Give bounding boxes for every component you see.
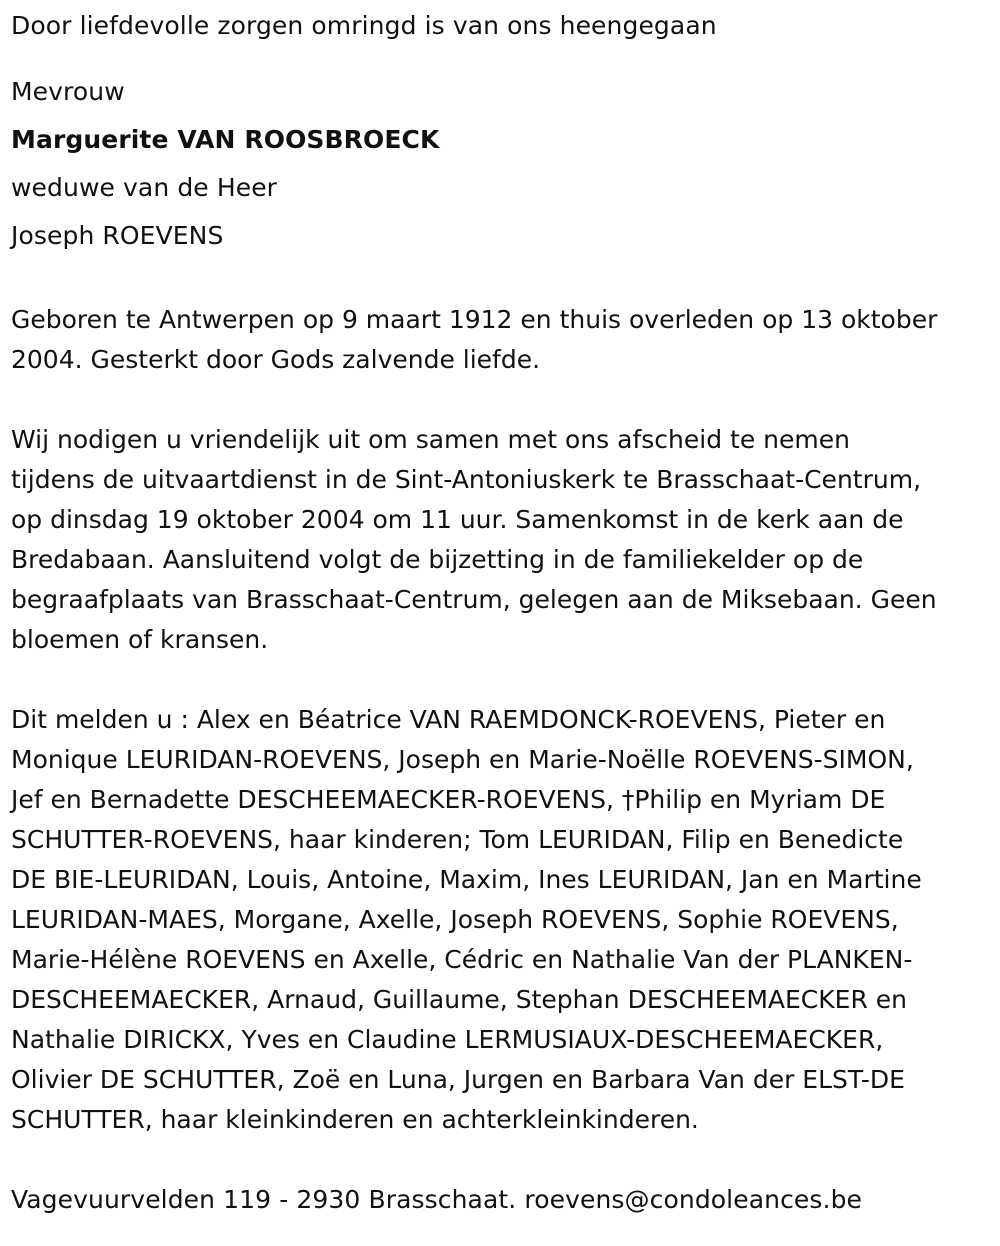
- paragraph-line: Nathalie DIRICKX, Yves en Claudine LERMUSIAUX-DESCHEEMAECKER,: [11, 1025, 884, 1054]
- contact-line: Vagevuurvelden 119 - 2930 Brasschaat. roevens@condoleances.be: [11, 1185, 863, 1214]
- deceased-name: Marguerite VAN ROOSBROECK: [11, 125, 440, 154]
- invitation-paragraph: [11, 420, 991, 660]
- paragraph-line: SCHUTTER-ROEVENS, haar kinderen; Tom LEURIDAN, Filip en Benedicte: [11, 825, 904, 854]
- paragraph-line: DESCHEEMAECKER, Arnaud, Guillaume, Stephan DESCHEEMAECKER en: [11, 985, 907, 1014]
- paragraph-line: Marie-Hélène ROEVENS en Axelle, Cédric en Nathalie Van der PLANKEN-: [11, 945, 913, 974]
- paragraph-line: Olivier DE SCHUTTER, Zoë en Luna, Jurgen en Barbara Van der ELST-DE: [11, 1065, 905, 1094]
- birth-death-paragraph: [11, 300, 991, 380]
- paragraph-line: Jef en Bernadette DESCHEEMAECKER-ROEVENS, †Philip en Myriam DE: [11, 785, 886, 814]
- paragraph-line: op dinsdag 19 oktober 2004 om 11 uur. Samenkomst in de kerk aan de: [11, 505, 904, 534]
- obituary-notice: [11, 6, 991, 1220]
- paragraph-line: SCHUTTER, haar kleinkinderen en achterkleinkinderen.: [11, 1105, 699, 1134]
- opening-line: Door liefdevolle zorgen omringd is van ons heengegaan: [11, 11, 717, 40]
- deceased-relation: weduwe van de Heer: [11, 173, 278, 202]
- family-paragraph: [11, 700, 991, 1140]
- paragraph-line: Monique LEURIDAN-ROEVENS, Joseph en Marie-Noëlle ROEVENS-SIMON,: [11, 745, 914, 774]
- paragraph-line: begraafplaats van Brasschaat-Centrum, gelegen aan de Miksebaan. Geen: [11, 585, 937, 614]
- paragraph-line: tijdens de uitvaartdienst in de Sint-Antoniuskerk te Brasschaat-Centrum,: [11, 465, 922, 494]
- paragraph-line: DE BIE-LEURIDAN, Louis, Antoine, Maxim, Ines LEURIDAN, Jan en Martine: [11, 865, 922, 894]
- deceased-spouse: Joseph ROEVENS: [11, 221, 224, 250]
- deceased-title: Mevrouw: [11, 77, 125, 106]
- deceased-block: [11, 68, 991, 260]
- paragraph-line: Geboren te Antwerpen op 9 maart 1912 en thuis overleden op 13 oktober: [11, 305, 938, 334]
- paragraph-line: bloemen of kransen.: [11, 625, 269, 654]
- paragraph-line: Wij nodigen u vriendelijk uit om samen met ons afscheid te nemen: [11, 425, 850, 454]
- paragraph-line: LEURIDAN-MAES, Morgane, Axelle, Joseph ROEVENS, Sophie ROEVENS,: [11, 905, 899, 934]
- paragraph-line: 2004. Gesterkt door Gods zalvende liefde.: [11, 345, 541, 374]
- paragraph-line: Bredabaan. Aansluitend volgt de bijzetting in de familiekelder op de: [11, 545, 864, 574]
- paragraph-line: Dit melden u : Alex en Béatrice VAN RAEMDONCK-ROEVENS, Pieter en: [11, 705, 886, 734]
